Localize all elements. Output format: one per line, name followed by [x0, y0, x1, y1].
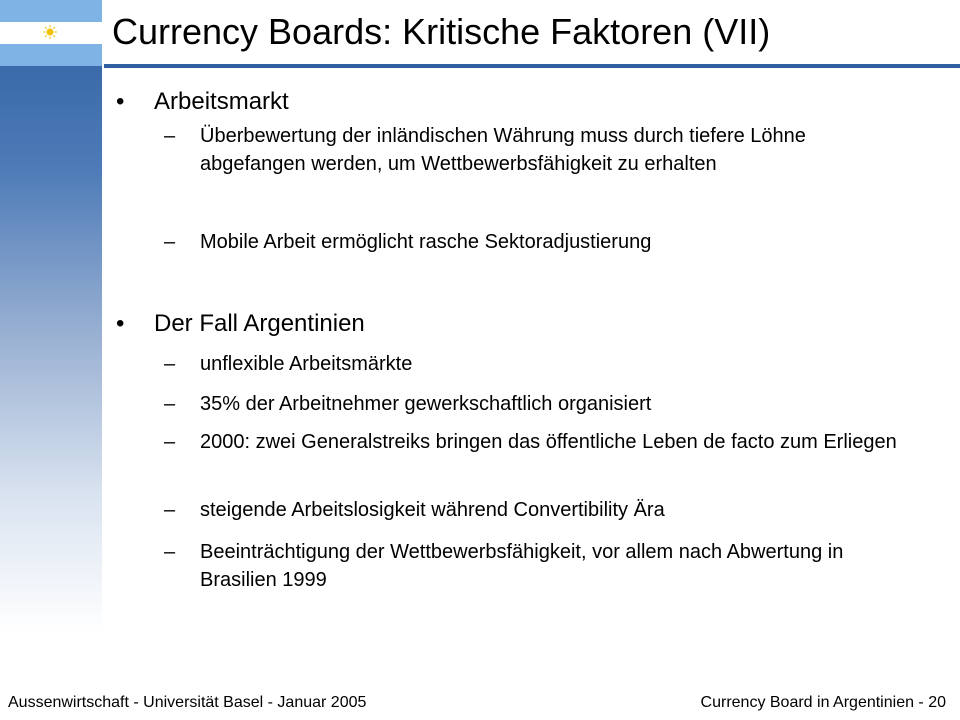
dash-marker: – [164, 353, 176, 375]
sidebar-gradient [0, 0, 102, 688]
slide-title: Currency Boards: Kritische Faktoren (VII) [112, 11, 771, 52]
sub-text: 2000: zwei Generalstreiks bringen das öffentliche Leben de facto zum Erliegen [200, 431, 897, 453]
argentina-flag-icon [0, 0, 102, 66]
bullet-text: Arbeitsmarkt [154, 88, 289, 115]
dash-marker: – [164, 393, 176, 415]
sun-of-may-icon [43, 25, 57, 39]
dash-marker: – [164, 125, 176, 147]
sub-text: steigende Arbeitslosigkeit während Convertibility Ära [200, 499, 665, 521]
slide-footer [0, 686, 960, 720]
sub-text: 35% der Arbeitnehmer gewerkschaftlich organisiert [200, 393, 652, 415]
flag-bottom-stripe [0, 44, 102, 66]
sub-text: Beeinträchtigung der Wettbewerbsfähigkeit, vor allem nach Abwertung in Brasilien 1999 [200, 541, 844, 591]
footer-course-info: Aussenwirtschaft - Universität Basel - Januar 2005 [8, 694, 367, 711]
footer-page-info: Currency Board in Argentinien - 20 [700, 694, 946, 711]
bullet-marker: • [116, 88, 125, 115]
sub-text: unflexible Arbeitsmärkte [200, 353, 413, 375]
dash-marker: – [164, 431, 176, 453]
dash-marker: – [164, 499, 176, 521]
title-bar [104, 0, 960, 66]
flag-top-stripe [0, 0, 102, 22]
dash-marker: – [164, 541, 176, 563]
sub-text: Überbewertung der inländischen Währung muss durch tiefere Löhne abgefangen werden, um Wettbewerbsfähigkeit zu erhalten [200, 125, 806, 175]
title-underline [104, 64, 960, 68]
dash-marker: – [164, 231, 176, 253]
sub-text: Mobile Arbeit ermöglicht rasche Sektoradjustierung [200, 231, 652, 253]
bullet-text: Der Fall Argentinien [154, 310, 365, 337]
bullet-marker: • [116, 310, 125, 337]
